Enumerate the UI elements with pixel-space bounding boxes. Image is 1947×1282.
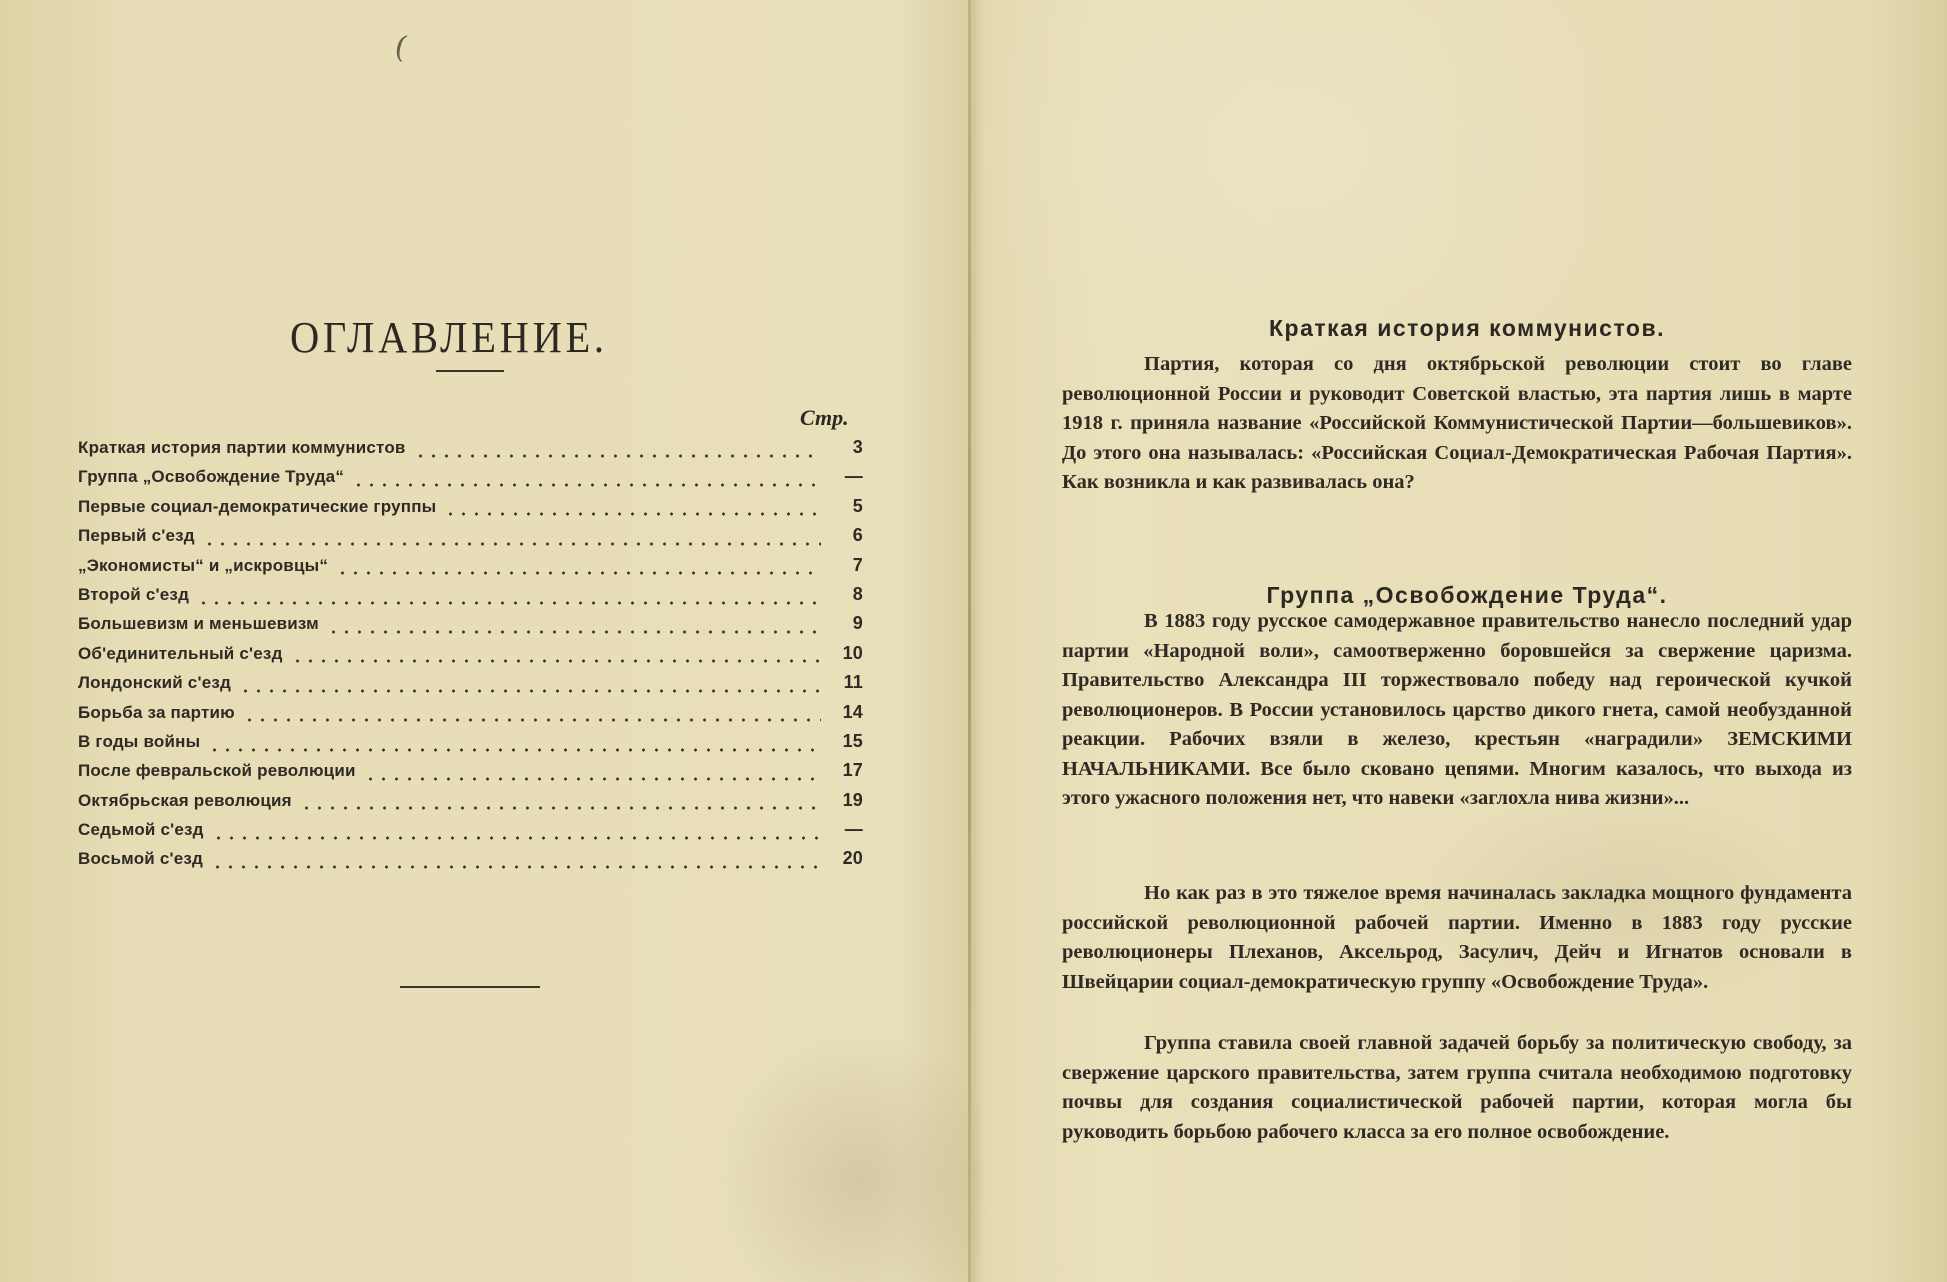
- toc-entry-page: 14: [842, 701, 863, 722]
- toc-leader-dots: [212, 836, 821, 840]
- left-page-table-of-contents: [0, 0, 968, 1282]
- toc-entry-label: В годы войны: [78, 731, 201, 751]
- toc-leader-dots: [352, 483, 821, 487]
- toc-leader-dots: [364, 777, 821, 781]
- toc-list: [78, 437, 863, 878]
- article-paragraph: Группа ставила своей главной задачей борьбу за политическую свободу, за свержение царского правительства, затем группа считала необходимою подготовку почвы для создания социалистической рабочей партии, которая могла бы руководить борьбою рабочего класса за его полное освобождение.: [1062, 1032, 1852, 1143]
- toc-entry-page: 7: [852, 554, 863, 575]
- toc-entry-page: 15: [842, 730, 863, 751]
- toc-leader-dots: [208, 748, 821, 752]
- toc-entry: [78, 760, 863, 789]
- toc-entry-page: 20: [842, 848, 863, 869]
- toc-leader-dots: [197, 601, 821, 605]
- end-divider: [400, 986, 540, 988]
- toc-entry: [78, 496, 863, 525]
- toc-entry: [78, 466, 863, 495]
- toc-title: ОГЛАВЛЕНИЕ.: [290, 313, 608, 363]
- toc-leader-dots: [211, 865, 821, 869]
- section-heading: Группа „Освобождение Труда“.: [1266, 582, 1668, 609]
- toc-page-column-header: Стр.: [800, 405, 849, 430]
- toc-entry-label: Седьмой с'езд: [78, 820, 204, 840]
- toc-leader-dots: [239, 689, 821, 693]
- article-heading: Краткая история коммунистов.: [1268, 315, 1666, 342]
- toc-leader-dots: [203, 542, 821, 546]
- toc-entry-page: 9: [852, 613, 863, 634]
- toc-entry: [78, 731, 863, 760]
- toc-leader-dots: [336, 571, 821, 575]
- toc-entry-page: 10: [842, 642, 863, 663]
- article-paragraph: Но как раз в это тяжелое время начиналась закладка мощного фундамента российской революционной рабочей партии. Именно в 1883 году русские революционеры Плеханов, Аксельрод, Засулич, Дейч и Игнатов основали в Швейцарии социал-демократическую группу «Освобождение Труда».: [1062, 882, 1852, 993]
- toc-entry-page: 19: [842, 789, 863, 810]
- toc-entry: [78, 848, 863, 877]
- title-divider: [436, 370, 504, 372]
- toc-entry-label: Первый с'езд: [78, 526, 195, 546]
- toc-entry: [78, 584, 863, 613]
- toc-entry-label: Первые социал-демократические группы: [78, 496, 437, 516]
- toc-entry-label: „Экономисты“ и „искровцы“: [78, 555, 329, 575]
- toc-entry-page: 5: [852, 495, 863, 516]
- toc-entry-label: Второй с'езд: [78, 584, 190, 604]
- toc-leader-dots: [444, 512, 821, 516]
- right-page-article: [972, 0, 1947, 1282]
- toc-entry-label: Восьмой с'езд: [78, 849, 204, 869]
- toc-entry-page: —: [844, 819, 863, 840]
- toc-entry-page: 11: [843, 672, 863, 693]
- book-gutter: [968, 0, 971, 1282]
- article-paragraph: В 1883 году русское самодержавное правительство нанесло последний удар партии «Народной воли», самоотверженно боровшейся за свержение царизма. Правительство Александра III торжествовало победу над героической кучкой революционеров. В России установилось царство дикого гнета, самой необузданной реакции. Рабочих взяли в железо, крестьян «наградили» ЗЕМСКИМИ НАЧАЛЬНИКАМИ. Все было сковано цепями. Многим казалось, что выхода из этого ужасного положения нет, что навеки «заглохла нива жизни»...: [1062, 610, 1852, 809]
- toc-entry-label: Об'единительный с'езд: [78, 643, 283, 663]
- toc-entry-label: Группа „Освобождение Труда“: [78, 467, 345, 487]
- toc-leader-dots: [300, 806, 821, 810]
- toc-entry-label: Краткая история партии коммунистов: [78, 438, 406, 457]
- toc-leader-dots: [243, 718, 821, 722]
- toc-entry: [78, 525, 863, 554]
- toc-leader-dots: [291, 659, 821, 663]
- pencil-mark: (: [391, 29, 411, 66]
- toc-entry-page: 3: [852, 437, 863, 457]
- toc-entry: [78, 672, 863, 701]
- toc-entry-page: 6: [852, 525, 863, 546]
- toc-entry: [78, 437, 863, 466]
- toc-leader-dots: [327, 630, 821, 634]
- toc-entry: [78, 790, 863, 819]
- toc-entry: [78, 613, 863, 642]
- toc-entry-label: Большевизм и меньшевизм: [78, 614, 319, 634]
- toc-entry-page: —: [844, 466, 863, 487]
- toc-entry-label: Борьба за партию: [78, 702, 235, 722]
- toc-entry-label: После февральской революции: [78, 761, 356, 781]
- article-paragraph: Партия, которая со дня октябрьской революции стоит во главе революционной России и руководит Советской властью, эта партия лишь в марте 1918 г. приняла название «Российской Коммунистической Партии—большевиков». До этого она называлась: «Российская Социал-Демократическая Рабочая Партия». Как возникла и как развивалась она?: [1062, 353, 1852, 493]
- toc-entry-page: 8: [852, 583, 863, 604]
- toc-entry-label: Октябрьская революция: [78, 790, 292, 810]
- toc-leader-dots: [414, 454, 821, 458]
- toc-entry-label: Лондонский с'езд: [78, 673, 232, 693]
- toc-entry: [78, 819, 863, 848]
- toc-entry: [78, 555, 863, 584]
- toc-entry-page: 17: [842, 760, 863, 781]
- toc-entry: [78, 702, 863, 731]
- toc-entry: [78, 643, 863, 672]
